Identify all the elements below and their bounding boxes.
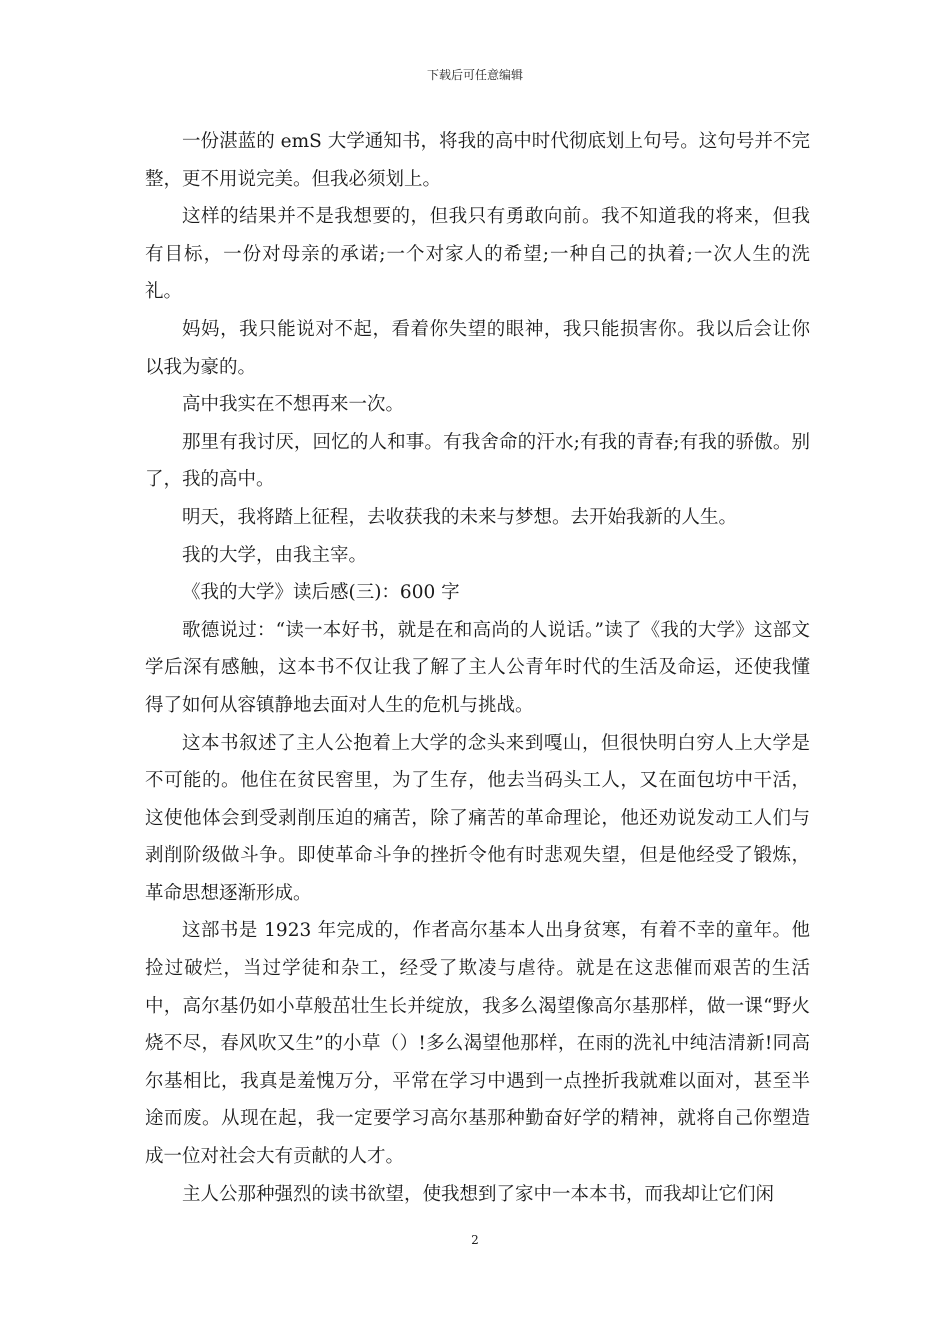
paragraph: 高中我实在不想再来一次。 [182, 394, 405, 416]
page-header: 下载后可任意编辑 [426, 68, 523, 82]
paragraph: 这部书是 1923 年完成的，作者高尔基本人出身贫寒，有着不幸的童年。他捡过破烂，当过学徒和杂工，经受了欺凌与虐待。就是在这悲催而艰苦的生活中，高尔基仍如小草般茁壮生长并绽放，我多么渴望像高尔基那样，做一课“野火烧不尽，春风吹又生”的小草（）!多么渴望他那样，在雨的洗礼中纯洁清新!同高尔基相比，我真是羞愧万分，平常在学习中遇到一点挫折我就难以面对，甚至半途而废。从现在起，我一定要学习高尔基那种勤奋好学的精神，就将自己你塑造成一位对社会大有贡献的人才。 [145, 920, 810, 1168]
paragraph: 这样的结果并不是我想要的，但我只有勇敢向前。我不知道我的将来，但我有目标，一份对母亲的承诺;一个对家人的希望;一种自己的执着;一次人生的洗礼。 [145, 206, 810, 303]
paragraph: 歌德说过：“读一本好书，就是在和高尚的人说话。”读了《我的大学》这部文学后深有感触，这本书不仅让我了解了主人公青年时代的生活及命运，还使我懂得了如何从容镇静地去面对人生的危机与挑战。 [145, 619, 810, 716]
document-body [145, 123, 810, 1213]
paragraph: 明天，我将踏上征程，去收获我的未来与梦想。去开始我新的人生。 [182, 506, 738, 528]
page-number: 2 [471, 1233, 479, 1247]
paragraph: 一份湛蓝的 emS 大学通知书，将我的高中时代彻底划上句号。这句号并不完整，更不用说完美。但我必须划上。 [145, 131, 810, 190]
section-heading: 《我的大学》读后感(三)：600 字 [182, 582, 460, 604]
paragraph: 主人公那种强烈的读书欲望，使我想到了家中一本本书，而我却让它们闲 [182, 1183, 775, 1205]
paragraph: 那里有我讨厌，回忆的人和事。有我舍命的汗水;有我的青春;有我的骄傲。别了，我的高中。 [145, 431, 810, 491]
paragraph: 妈妈，我只能说对不起，看着你失望的眼神，我只能损害你。我以后会让你以我为豪的。 [145, 318, 810, 378]
paragraph: 这本书叙述了主人公抱着上大学的念头来到嘎山，但很快明白穷人上大学是不可能的。他住在贫民窖里，为了生存，他去当码头工人，又在面包坊中干活，这使他体会到受剥削压迫的痛苦，除了痛苦的革命理论，他还劝说发动工人们与剥削阶级做斗争。即使革命斗争的挫折令他有时悲观失望，但是他经受了锻炼，革命思想逐渐形成。 [145, 732, 810, 904]
paragraph: 我的大学，由我主宰。 [182, 544, 368, 566]
